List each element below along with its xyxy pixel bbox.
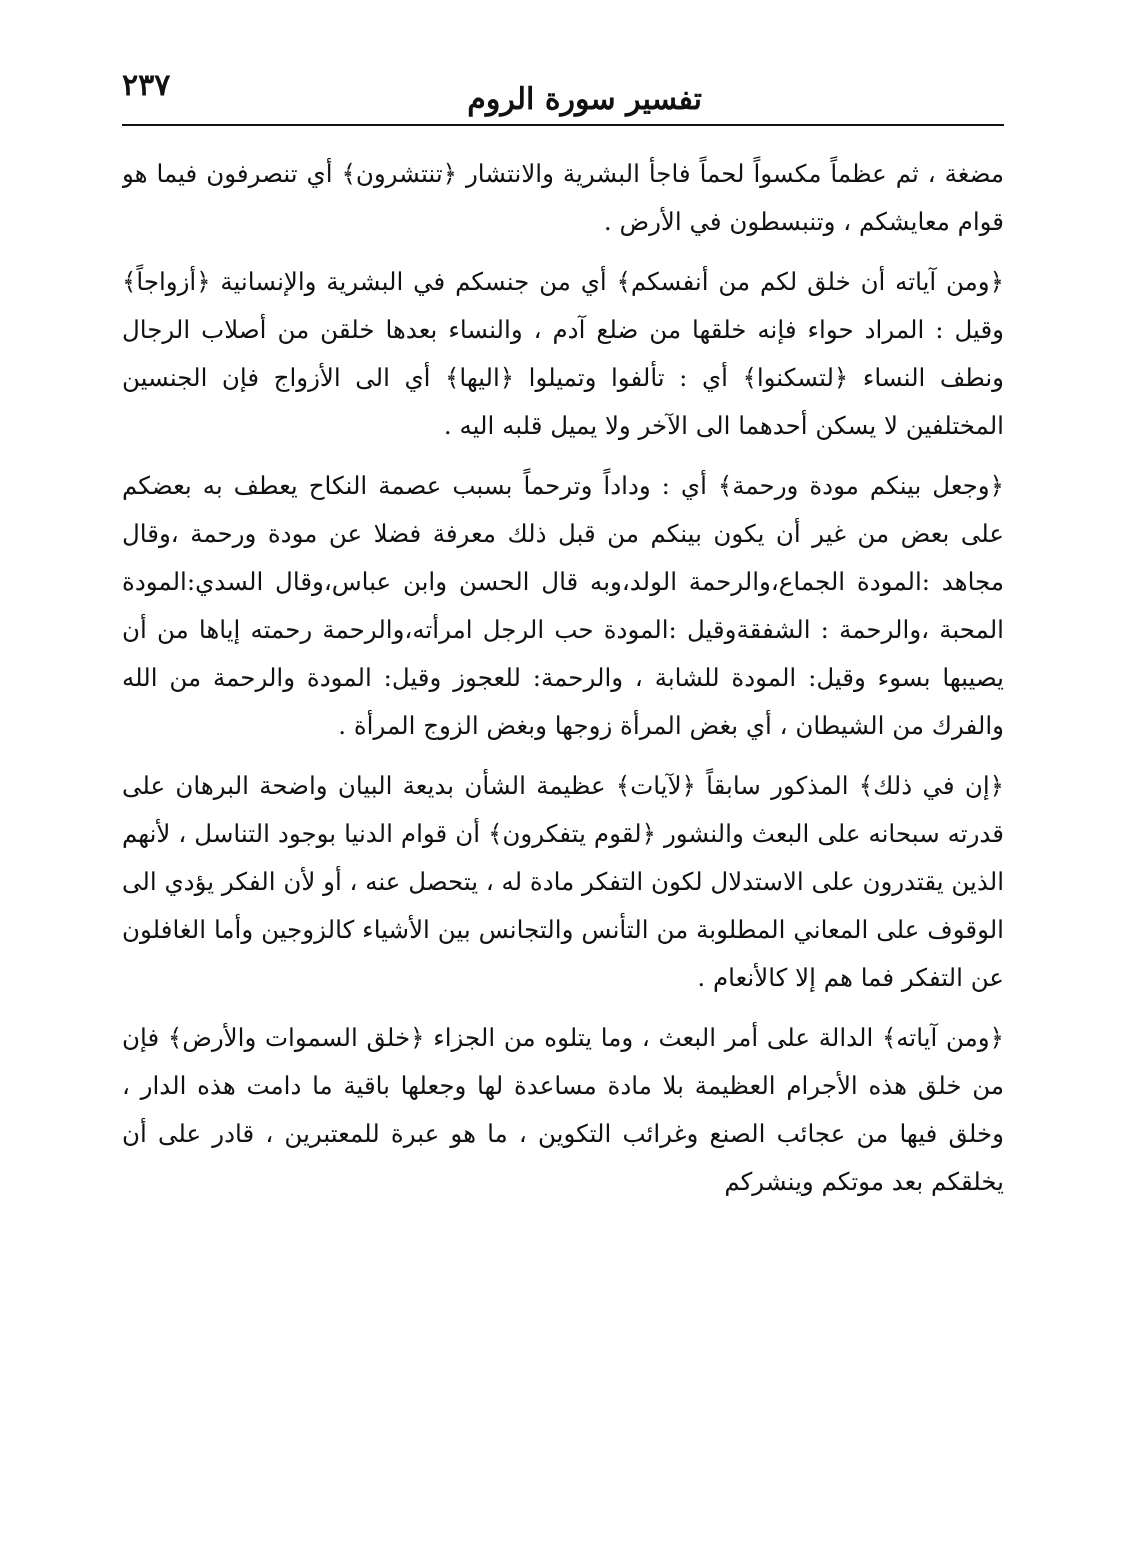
page-body	[122, 150, 1004, 1540]
page-number: ٢٣٧	[122, 68, 171, 103]
paragraph-1: مضغة ، ثم عظماً مكسواً لحماً فاجأ البشرية والانتشار ﴿تنتشرون﴾ أي تنصرفون فيما هو قوام معايشكم ، وتنبسطون في الأرض .	[122, 159, 1004, 236]
paragraph-2: ﴿ومن آياته أن خلق لكم من أنفسكم﴾ أي من جنسكم في البشرية والإنسانية ﴿أزواجاً﴾ وقيل : المراد حواء فإنه خلقها من ضلع آدم ، والنساء بعدها خلقن من أصلاب الرجال ونطف النساء ﴿لتسكنوا﴾ أي : تألفوا وتميلوا ﴿اليها﴾ أي الى الأزواج فإن الجنسين المختلفين لا يسكن أحدهما الى الآخر ولا يميل قلبه اليه .	[122, 267, 1004, 440]
running-title: تفسير سورة الروم	[467, 82, 702, 117]
paragraph-3: ﴿وجعل بينكم مودة ورحمة﴾ أي : وداداً وترحماً بسبب عصمة النكاح يعطف به بعضكم على بعض من غير أن يكون بينكم من قبل ذلك معرفة فضلا عن مودة ورحمة ،وقال مجاهد :المودة الجماع،والرحمة الولد،وبه قال الحسن وابن عباس،وقال السدي:المودة المحبة ،والرحمة : الشفقةوقيل :المودة حب الرجل امرأته،والرحمة رحمته إياها من أن يصيبها بسوء وقيل: المودة للشابة ، والرحمة: للعجوز وقيل: المودة والرحمة من الله والفرك من الشيطان ، أي بغض المرأة زوجها وبغض الزوج المرأة .	[122, 471, 1004, 740]
page-header	[122, 62, 1004, 126]
paragraph-4: ﴿إن في ذلك﴾ المذكور سابقاً ﴿لآيات﴾ عظيمة الشأن بديعة البيان واضحة البرهان على قدرته سبحانه على البعث والنشور ﴿لقوم يتفكرون﴾ أن قوام الدنيا بوجود التناسل ، لأنهم الذين يقتدرون على الاستدلال لكون التفكر مادة له ، يتحصل عنه ، أو لأن الفكر يؤدي الى الوقوف على المعاني المطلوبة من التأنس والتجانس بين الأشياء كالزوجين وأما الغافلون عن التفكر فما هم إلا كالأنعام .	[122, 771, 1004, 992]
paragraph-5: ﴿ومن آياته﴾ الدالة على أمر البعث ، وما يتلوه من الجزاء ﴿خلق السموات والأرض﴾ فإن من خلق هذه الأجرام العظيمة بلا مادة مساعدة لها وجعلها باقية ما دامت هذه الدار ، وخلق فيها من عجائب الصنع وغرائب التكوين ، ما هو عبرة للمعتبرين ، قادر على أن يخلقكم بعد موتكم وينشركم	[122, 1023, 1004, 1196]
